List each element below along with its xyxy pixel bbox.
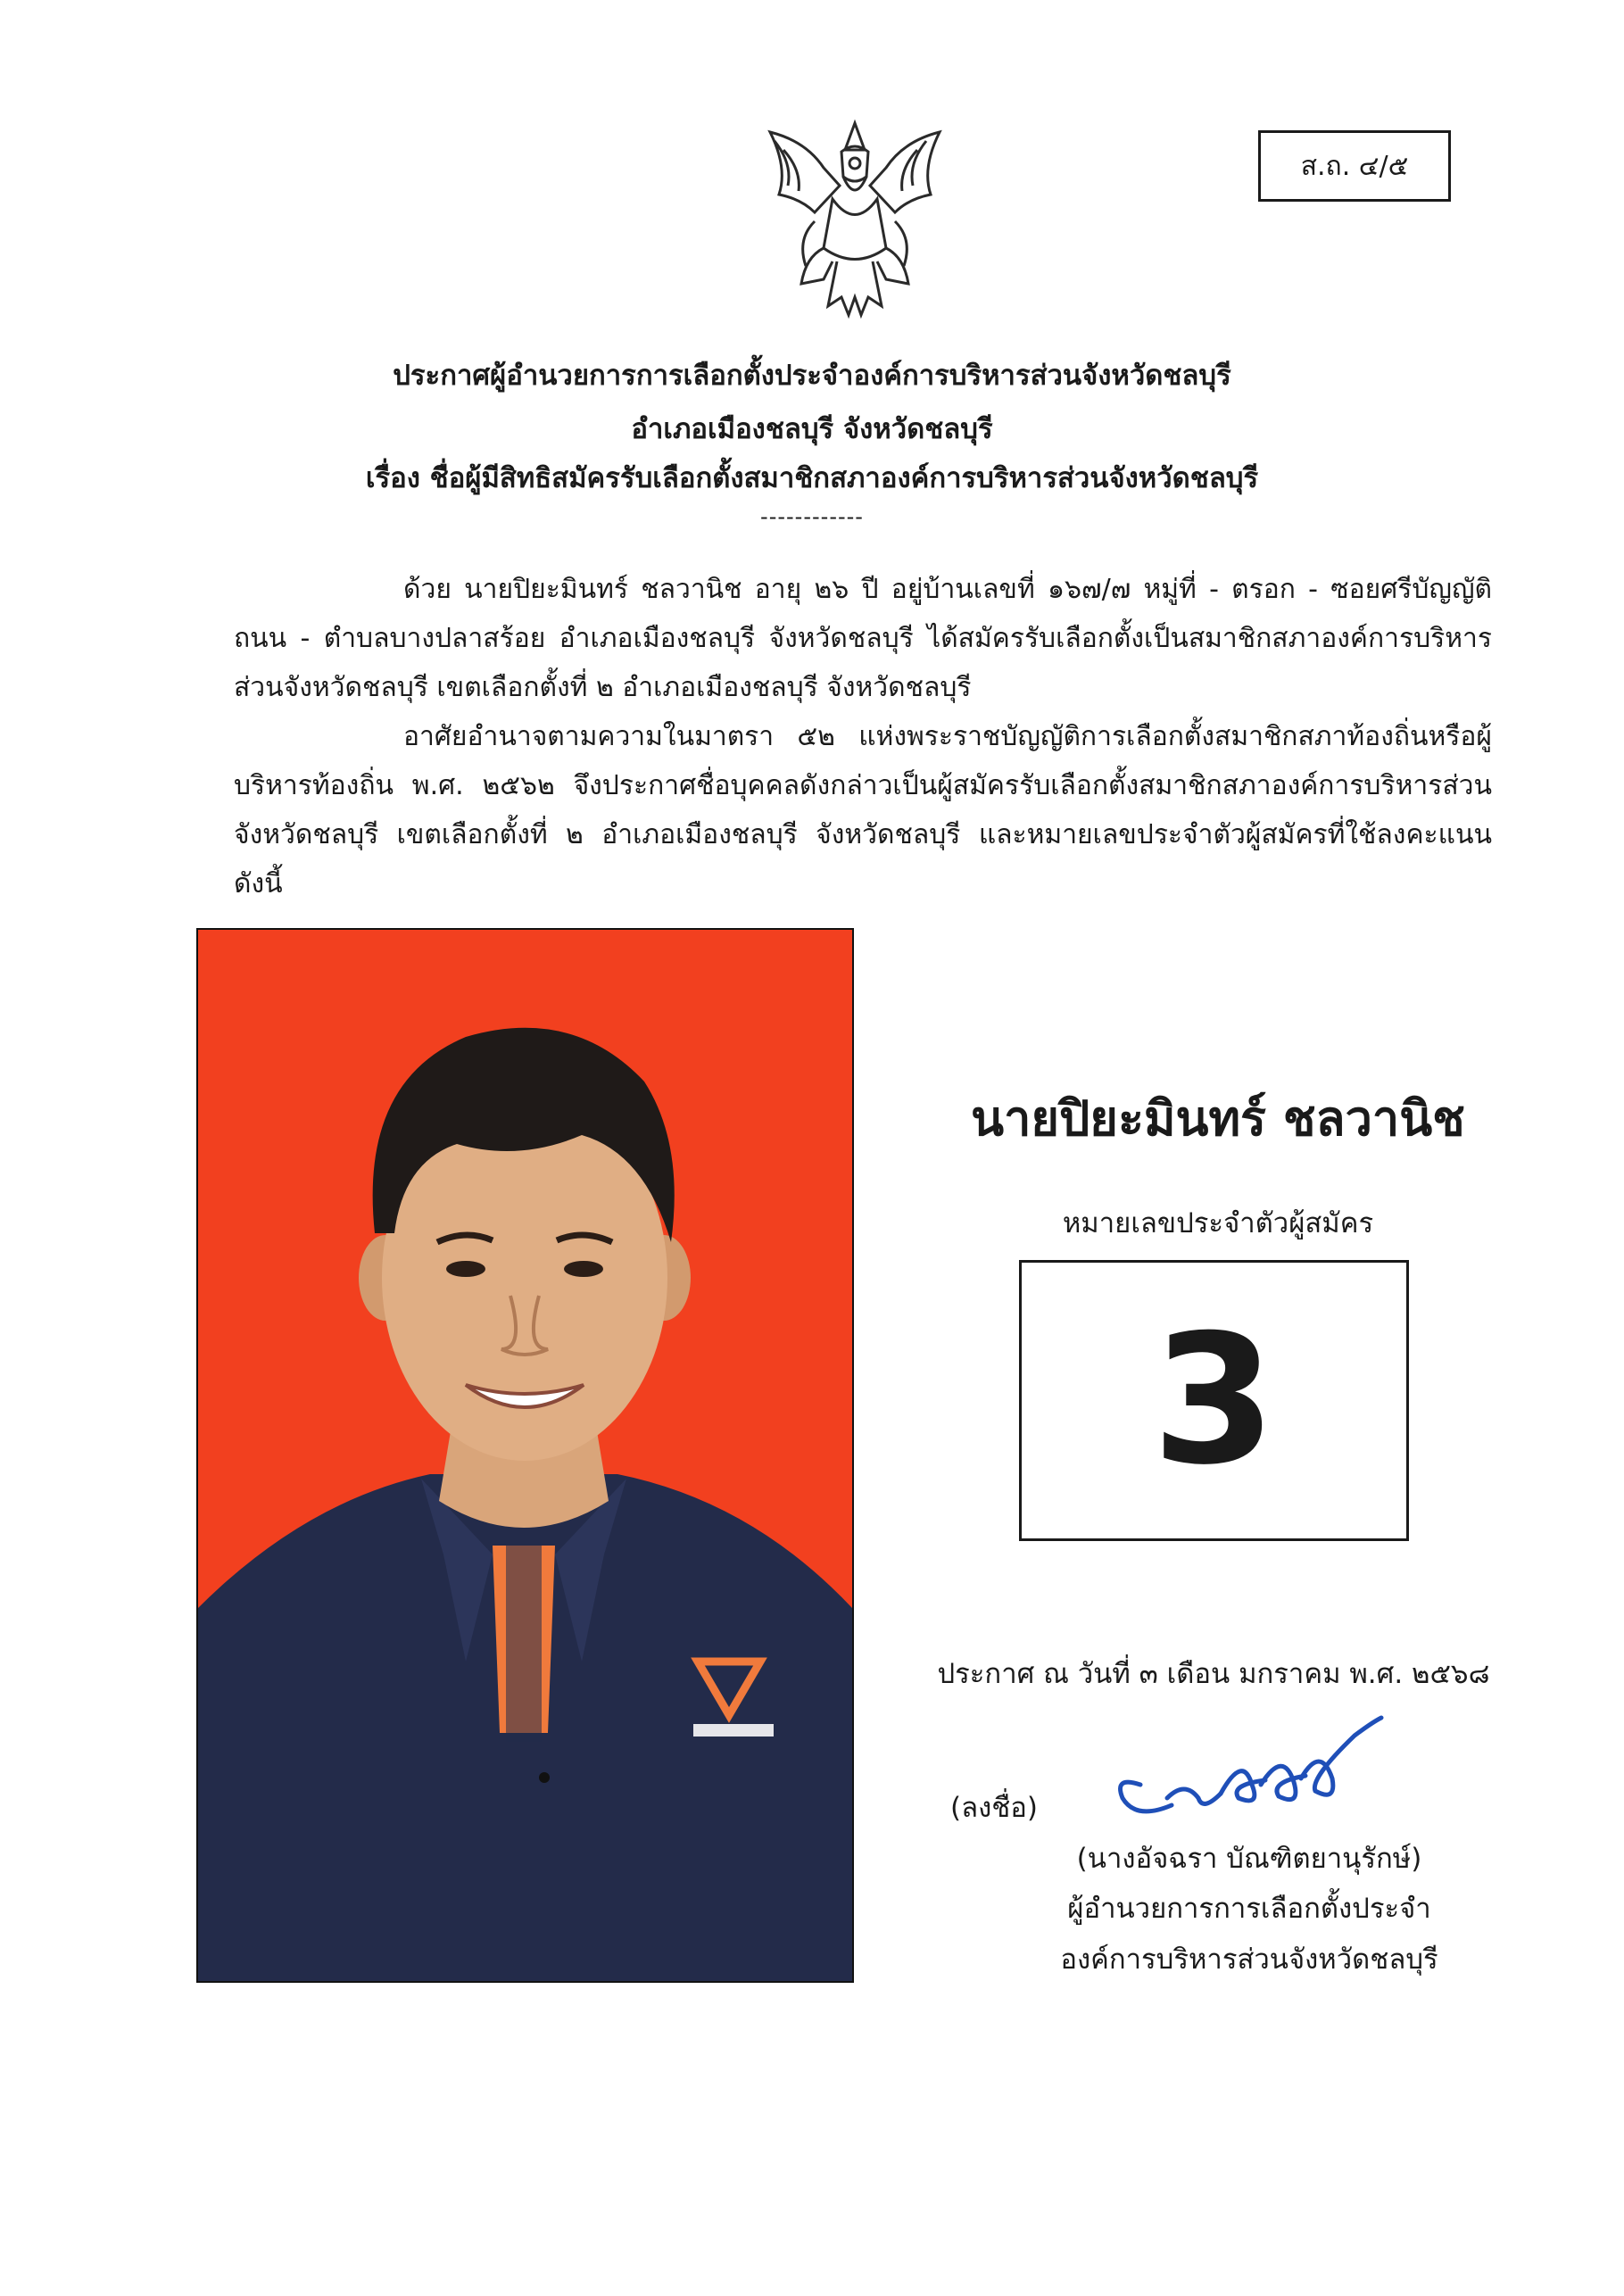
signer-title: ผู้อำนวยการการเลือกตั้งประจำ — [1067, 1893, 1431, 1925]
signer-organization: องค์การบริหารส่วนจังหวัดชลบุรี — [1060, 1944, 1438, 1976]
candidate-name: นายปิยะมินทร์ ชลวานิช — [971, 1090, 1465, 1147]
announcement-title: ประกาศผู้อำนวยการการเลือกตั้งประจำองค์การบริหารส่วนจังหวัดชลบุรี — [393, 360, 1231, 392]
announcement-date: ประกาศ ณ วันที่ ๓ เดือน มกราคม พ.ศ. ๒๕๖๘ — [937, 1658, 1490, 1690]
signer-name: (นางอัจฉรา บัณฑิตยานุรักษ์) — [1076, 1843, 1422, 1875]
body-paragraph-authority: อาศัยอำนาจตามความในมาตรา ๕๒ แห่งพระราชบัญญัติการเลือกตั้งสมาชิกสภาท้องถิ่นหรือผู้บริหารท้องถิ่น พ.ศ. ๒๕๖๒ จึงประกาศชื่อบุคคลดังกล่าวเป็นผู้สมัครรับเลือกตั้งสมาชิกสภาองค์การบริหารส่วนจังหวัดชลบุรี เขตเลือกตั้งที่ ๒ อำเภอเมืองชลบุรี จังหวัดชลบุรี และหมายเลขประจำตัวผู้สมัครที่ใช้ลงคะแนน ดังนี้ — [234, 721, 1492, 899]
candidate-number-box — [1019, 1260, 1409, 1541]
signature-label: (ลงชื่อ) — [950, 1792, 1038, 1824]
announcement-subject: เรื่อง ชื่อผู้มีสิทธิสมัครรับเลือกตั้งสมาชิกสภาองค์การบริหารส่วนจังหวัดชลบุรี — [365, 462, 1259, 494]
candidate-photo — [196, 928, 854, 1983]
form-code: ส.ถ. ๔/๕ — [1258, 130, 1451, 202]
body-paragraph-applicant: ด้วย นายปิยะมินทร์ ชลวานิช อายุ ๒๖ ปี อยู่บ้านเลขที่ ๑๖๗/๗ หมู่ที่ - ตรอก - ซอยศรีบัญญัติ ถนน - ตำบลบางปลาสร้อย อำเภอเมืองชลบุรี จังหวัดชลบุรี ได้สมัครรับเลือกตั้งเป็นสมาชิกสภาองค์การบริหารส่วนจังหวัดชลบุรี เขตเลือกตั้งที่ ๒ อำเภอเมืองชลบุรี จังหวัดชลบุรี — [234, 574, 1492, 703]
announcement-district: อำเภอเมืองชลบุรี จังหวัดชลบุรี — [631, 413, 993, 445]
garuda-emblem-icon — [752, 114, 957, 325]
title-divider: ------------ — [760, 504, 864, 529]
signature-icon — [1087, 1700, 1390, 1834]
candidate-number-label: หมายเลขประจำตัวผู้สมัคร — [1062, 1207, 1374, 1239]
candidate-number: 3 — [1151, 1296, 1277, 1504]
